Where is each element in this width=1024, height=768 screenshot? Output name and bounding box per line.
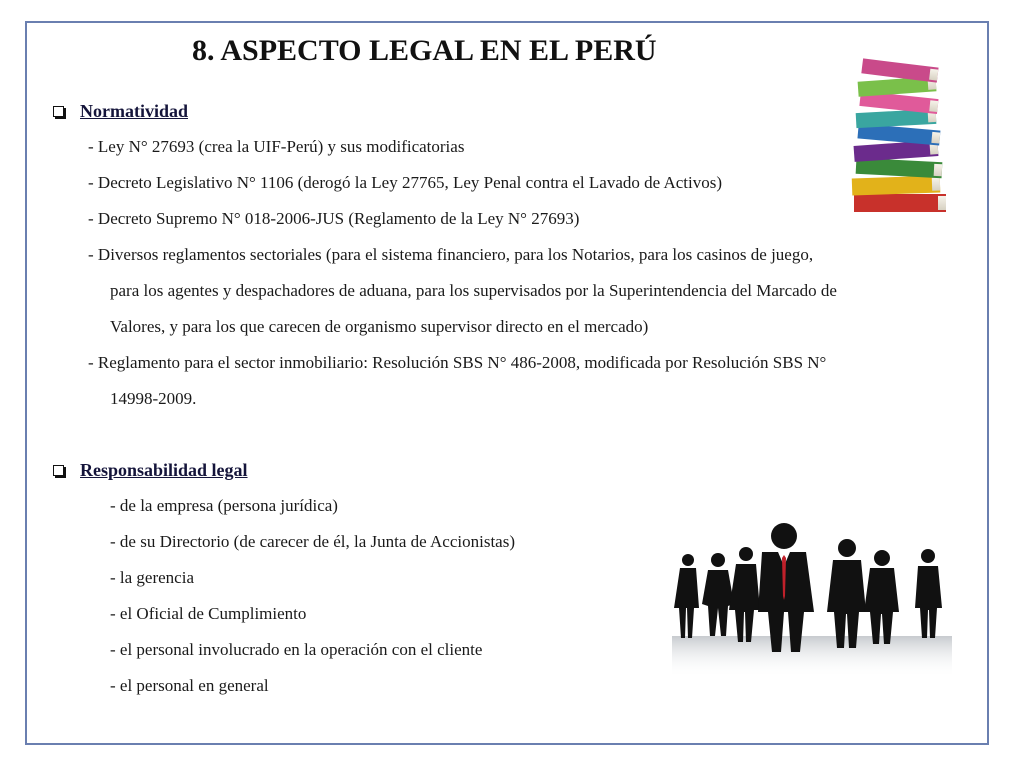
responsabilidad-line: - el personal en general [110, 676, 269, 695]
responsabilidad-line: - el Oficial de Cumplimiento [110, 604, 307, 623]
section-heading-label: Normatividad [80, 101, 188, 121]
responsabilidad-line: - de la empresa (persona jurídica) [110, 496, 338, 515]
checkbox-bullet-icon [53, 106, 64, 117]
responsabilidad-line: - de su Directorio (de carecer de él, la Junta de Accionistas) [110, 532, 515, 551]
normatividad-line: Valores, y para los que carecen de organismo supervisor directo en el mercado) [110, 317, 649, 336]
normatividad-line: para los agentes y despachadores de aduana, para los supervisados por la Superintendencia del Marcado de [110, 281, 837, 300]
normatividad-line: - Ley N° 27693 (crea la UIF-Perú) y sus modificatorias [88, 137, 465, 156]
normatividad-line: - Reglamento para el sector inmobiliario: Resolución SBS N° 486-2008, modificada por Resolución SBS N° [88, 353, 827, 372]
section-heading-label: Responsabilidad legal [80, 460, 248, 480]
slide-title: 8. ASPECTO LEGAL EN EL PERÚ [192, 34, 657, 67]
responsabilidad-line: - la gerencia [110, 568, 194, 587]
responsabilidad-line: - el personal involucrado en la operación con el cliente [110, 640, 483, 659]
normatividad-line: - Decreto Supremo N° 018-2006-JUS (Reglamento de la Ley N° 27693) [88, 209, 580, 228]
books-stack-icon [844, 50, 954, 220]
section-responsabilidad-heading [53, 460, 248, 481]
normatividad-line: 14998-2009. [110, 389, 197, 408]
checkbox-bullet-icon [53, 465, 64, 476]
normatividad-line: - Decreto Legislativo N° 1106 (derogó la Ley 27765, Ley Penal contra el Lavado de Activos) [88, 173, 723, 192]
section-normatividad-heading [53, 101, 188, 122]
business-people-silhouettes-icon [672, 518, 952, 678]
normatividad-line: - Diversos reglamentos sectoriales (para el sistema financiero, para los Notarios, para los casinos de juego, [88, 245, 814, 264]
